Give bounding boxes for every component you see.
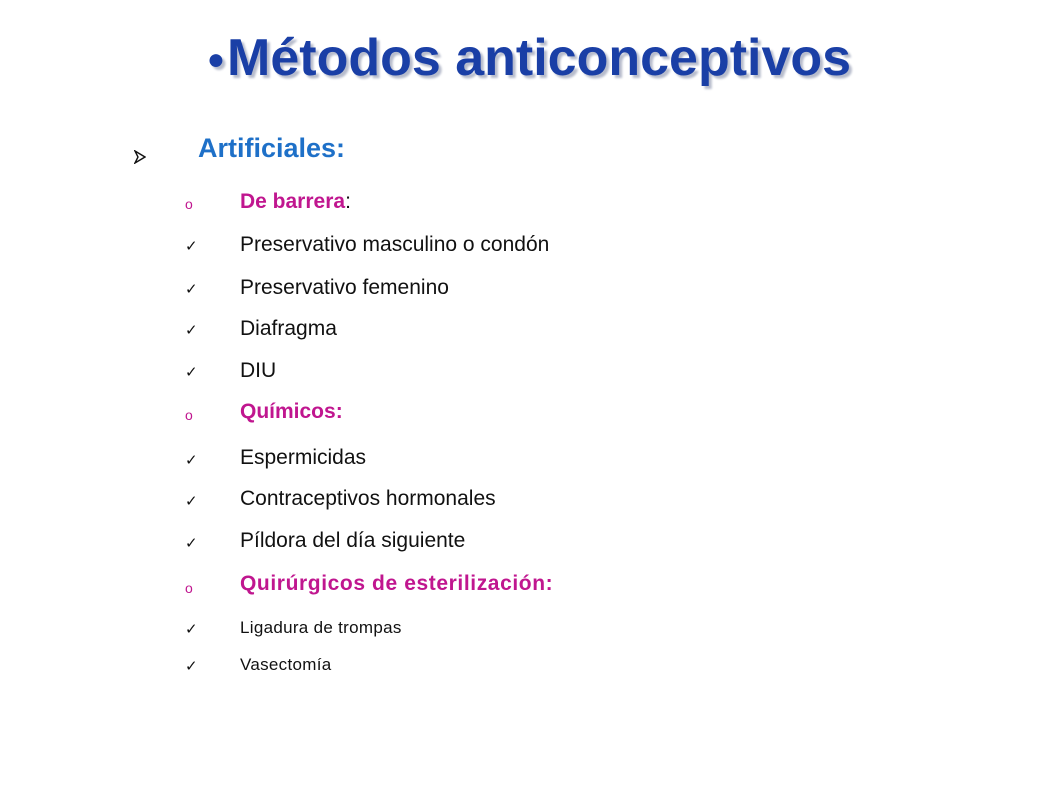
title-text: Métodos anticonceptivos xyxy=(227,29,852,87)
checkmark-icon: ✓ xyxy=(185,363,198,381)
list-item: Vasectomía xyxy=(240,655,332,674)
subheading-quimicos: Químicos: xyxy=(240,400,343,423)
checkmark-icon: ✓ xyxy=(185,620,198,638)
arrowhead-icon xyxy=(134,150,146,164)
checkmark-icon: ✓ xyxy=(185,237,198,255)
list-item: Diafragma xyxy=(240,317,337,340)
subheading-barrera-colon: : xyxy=(345,190,351,213)
circle-o-icon: o xyxy=(185,580,193,596)
subheading-quirurgicos: Quirúrgicos de esterilización: xyxy=(240,572,554,595)
list-item: Preservativo masculino o condón xyxy=(240,233,550,256)
page-title xyxy=(0,30,1058,87)
list-item: Ligadura de trompas xyxy=(240,618,402,637)
list-item: Píldora del día siguiente xyxy=(240,529,466,552)
list-item: Espermicidas xyxy=(240,446,367,469)
subheading-barrera xyxy=(240,190,351,214)
checkmark-icon: ✓ xyxy=(185,657,198,675)
title-bullet-icon: ● xyxy=(206,43,226,76)
circle-o-icon: o xyxy=(185,407,193,423)
list-item: DIU xyxy=(240,359,277,382)
checkmark-icon: ✓ xyxy=(185,492,198,510)
checkmark-icon: ✓ xyxy=(185,534,198,552)
subheading-barrera-label: De barrera xyxy=(240,190,346,213)
checkmark-icon: ✓ xyxy=(185,451,198,469)
list-item: Contraceptivos hormonales xyxy=(240,487,496,510)
checkmark-icon: ✓ xyxy=(185,280,198,298)
checkmark-icon: ✓ xyxy=(185,321,198,339)
circle-o-icon: o xyxy=(185,196,193,212)
section-heading-artificiales: Artificiales: xyxy=(198,133,346,163)
list-item: Preservativo femenino xyxy=(240,276,449,299)
